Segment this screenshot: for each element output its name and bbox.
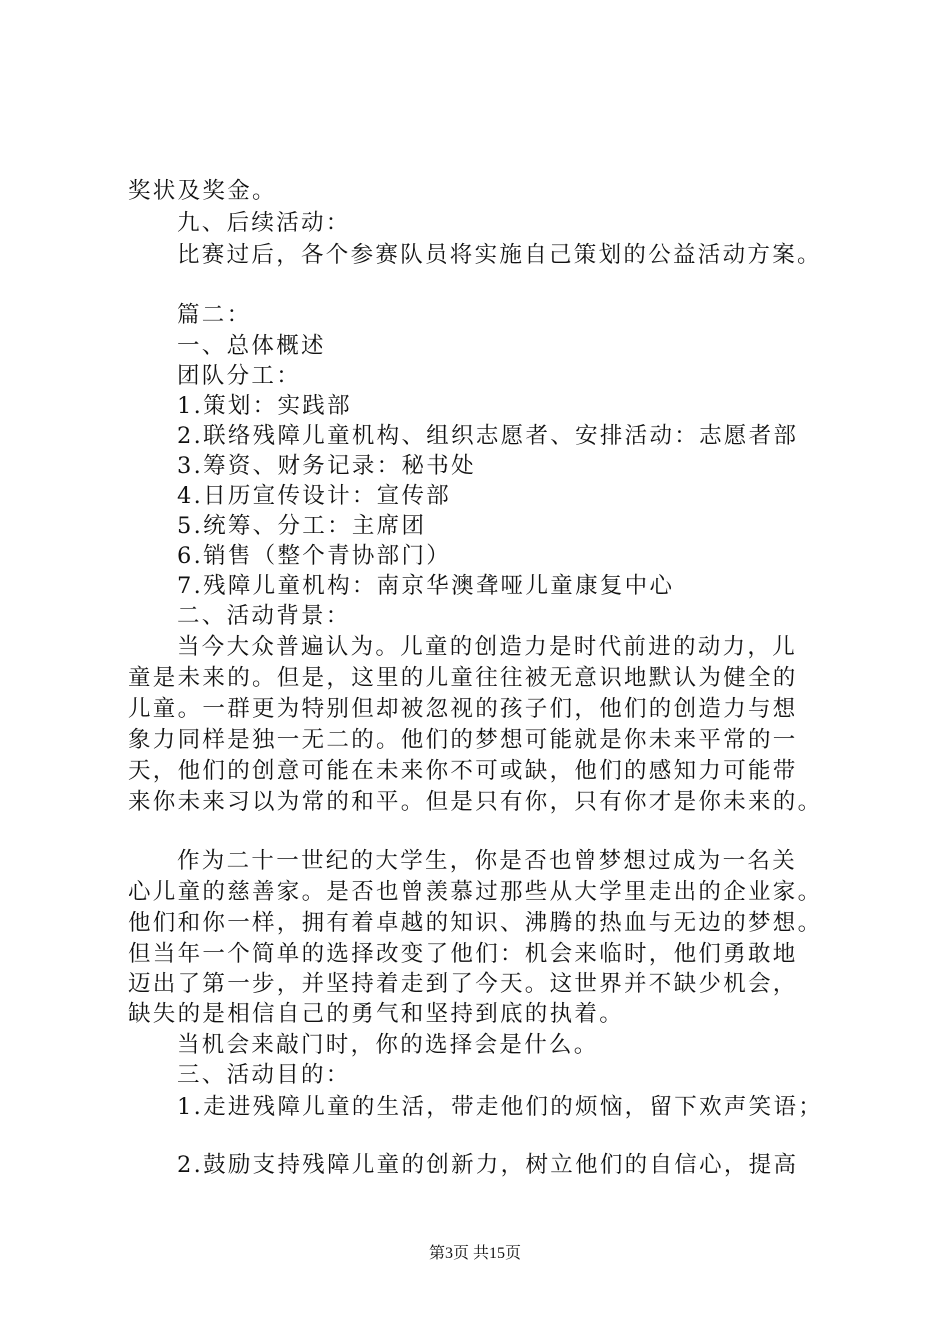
list-item: 5.统筹、分工：主席团 <box>177 513 427 539</box>
text-line: 象力同样是独一无二的。他们的梦想可能就是你未来平常的一 <box>128 727 798 753</box>
text-line: 奖状及奖金。 <box>128 178 277 204</box>
section-heading: 三、活动目的： <box>177 1062 351 1088</box>
list-item: 2.联络残障儿童机构、组织志愿者、安排活动：志愿者部 <box>177 423 799 449</box>
text-line: 天，他们的创意可能在未来你不可或缺，他们的感知力可能带 <box>128 758 798 784</box>
text-line: 缺失的是相信自己的勇气和坚持到底的执着。 <box>128 1001 625 1027</box>
list-item: 3.筹资、财务记录：秘书处 <box>177 453 476 479</box>
page-number-footer: 第3页 共15页 <box>428 1245 521 1262</box>
list-item: 1.策划：实践部 <box>177 393 352 419</box>
section-heading: 一、总体概述 <box>177 333 326 359</box>
text-line: 儿童。一群更为特别但却被忽视的孩子们，他们的创造力与想 <box>128 696 798 722</box>
text-line: 来你未来习以为常的和平。但是只有你，只有你才是你未来的。 <box>128 789 823 815</box>
section-heading: 九、后续活动： <box>177 210 351 236</box>
list-item: 1.走进残障儿童的生活，带走他们的烦恼，留下欢声笑语； <box>177 1094 824 1120</box>
list-item: 7.残障儿童机构：南京华澳聋哑儿童康复中心 <box>177 573 675 599</box>
section-heading: 二、活动背景： <box>177 603 351 629</box>
text-line: 但当年一个简单的选择改变了他们：机会来临时，他们勇敢地 <box>128 941 798 967</box>
text-line: 心儿童的慈善家。是否也曾羡慕过那些从大学里走出的企业家。 <box>128 879 823 905</box>
section-heading: 篇二： <box>177 302 252 328</box>
text-line: 迈出了第一步，并坚持着走到了今天。这世界并不缺少机会， <box>128 971 798 997</box>
list-item: 4.日历宣传设计：宣传部 <box>177 483 452 509</box>
text-line: 他们和你一样，拥有着卓越的知识、沸腾的热血与无边的梦想。 <box>128 910 823 936</box>
text-line: 比赛过后，各个参赛队员将实施自己策划的公益活动方案。 <box>177 242 822 268</box>
text-line: 童是未来的。但是，这里的儿童往往被无意识地默认为健全的 <box>128 665 798 691</box>
text-line: 团队分工： <box>177 363 302 389</box>
list-item: 6.销售（整个青协部门） <box>177 543 452 569</box>
list-item: 2.鼓励支持残障儿童的创新力，树立他们的自信心，提高 <box>177 1152 799 1178</box>
text-line: 当机会来敲门时，你的选择会是什么。 <box>177 1032 599 1058</box>
text-line: 当今大众普遍认为。儿童的创造力是时代前进的动力，儿 <box>177 634 798 660</box>
text-line: 作为二十一世纪的大学生，你是否也曾梦想过成为一名关 <box>177 848 798 874</box>
